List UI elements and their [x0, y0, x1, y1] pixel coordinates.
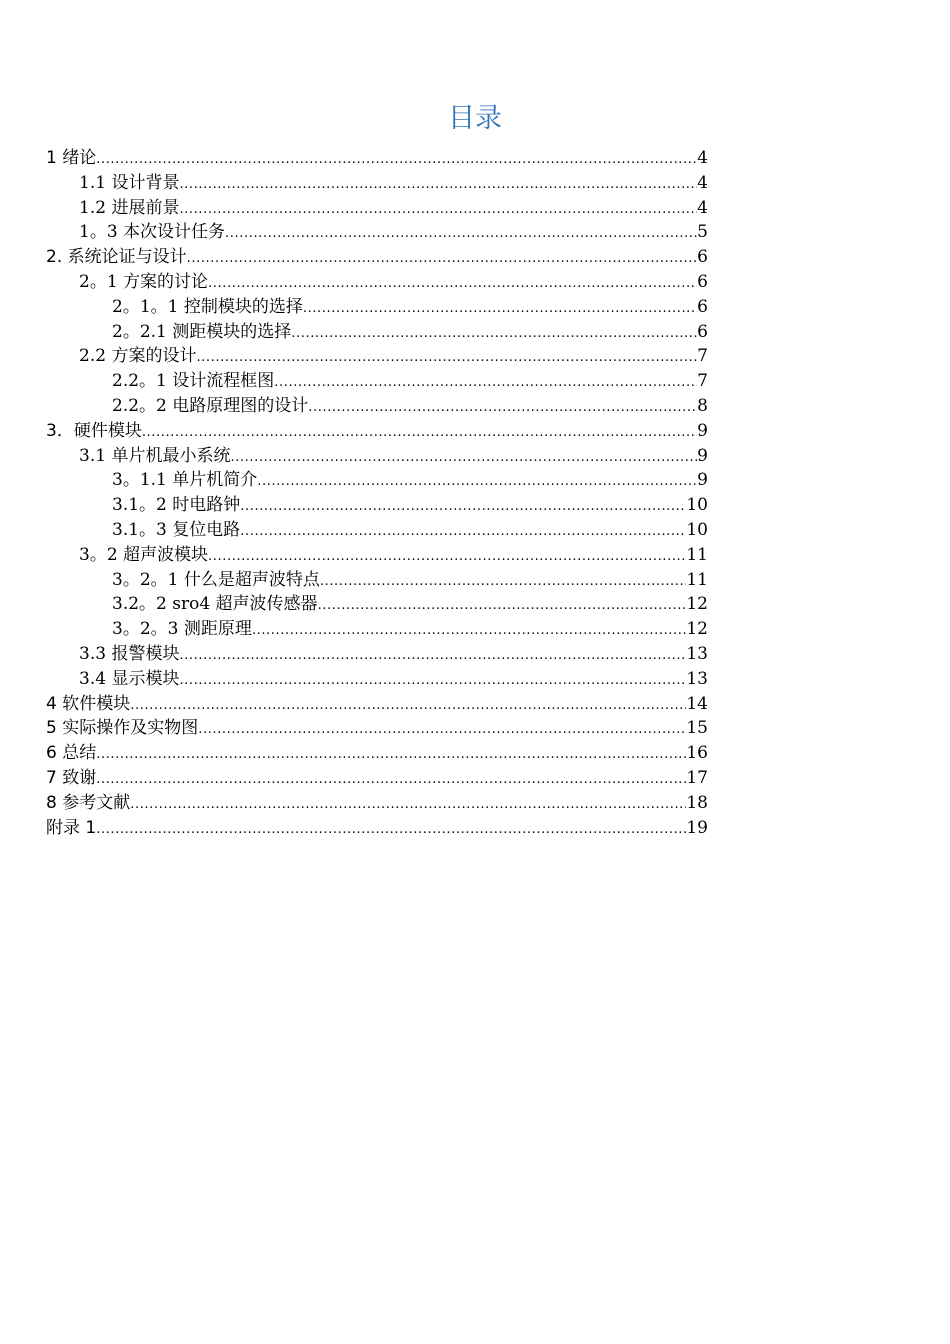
toc-entry-page-number: 11 [686, 544, 708, 565]
toc-entry-label: 6 总结 [46, 743, 97, 764]
toc-entry-page-number: 7 [697, 346, 708, 367]
toc-dot-leader [179, 644, 686, 669]
toc-entry[interactable] [46, 493, 708, 518]
toc-entry[interactable] [46, 667, 708, 692]
toc-entry-label: 附录 1 [46, 817, 97, 838]
toc-dot-leader [142, 421, 697, 446]
toc-entry[interactable] [46, 444, 708, 469]
toc-entry[interactable] [46, 592, 708, 617]
toc-entry-label: 7 致谢 [46, 767, 97, 788]
toc-entry[interactable] [46, 692, 708, 717]
toc-entry-page-number: 4 [697, 172, 708, 193]
toc-entry-page-number: 10 [686, 495, 708, 516]
toc-dot-leader [96, 743, 686, 768]
toc-dot-leader [198, 718, 686, 743]
toc-dot-leader [179, 198, 697, 223]
toc-dot-leader [320, 570, 687, 595]
toc-entry[interactable] [46, 369, 708, 394]
toc-entry-page-number: 12 [686, 619, 708, 640]
toc-dot-leader [196, 346, 697, 371]
toc-entry-label: 3。2 超声波模块 [79, 544, 209, 565]
toc-entry-label: 3.1。2 时电路钟 [112, 495, 241, 516]
toc-entry-label: 3．硬件模块 [46, 420, 142, 441]
toc-entry[interactable] [46, 816, 708, 841]
toc-entry-label: 2.2。2 电路原理图的设计 [112, 395, 309, 416]
toc-entry-label: 3.2。2 sro4 超声波传感器 [112, 594, 318, 615]
toc-entry-label: 1。3 本次设计任务 [79, 222, 226, 243]
toc-entry-page-number: 13 [686, 643, 708, 664]
toc-entry-label: 1.2 进展前景 [79, 197, 180, 218]
toc-entry-label: 8 参考文献 [46, 792, 131, 813]
toc-entry[interactable] [46, 741, 708, 766]
toc-entry[interactable] [46, 245, 708, 270]
toc-dot-leader [303, 297, 697, 322]
toc-dot-leader [240, 495, 686, 520]
toc-entry[interactable] [46, 419, 708, 444]
toc-entry-page-number: 6 [697, 247, 708, 268]
toc-entry-page-number: 15 [686, 718, 708, 739]
toc-dot-leader [318, 594, 687, 619]
toc-dot-leader [308, 396, 697, 421]
toc-entry-page-number: 18 [686, 792, 708, 813]
toc-entry-page-number: 14 [686, 693, 708, 714]
toc-entry[interactable] [46, 295, 708, 320]
toc-entry-page-number: 11 [686, 569, 708, 590]
toc-entry-page-number: 6 [697, 271, 708, 292]
toc-dot-leader [252, 619, 687, 644]
toc-entry-page-number: 9 [697, 420, 708, 441]
toc-entry-page-number: 10 [686, 519, 708, 540]
toc-entry-label: 3.1 单片机最小系统 [79, 445, 231, 466]
toc-dot-leader [96, 768, 686, 793]
toc-entry-label: 4 软件模块 [46, 693, 131, 714]
toc-entry-page-number: 6 [697, 321, 708, 342]
toc-entry-page-number: 13 [686, 668, 708, 689]
toc-entry-label: 3.3 报警模块 [79, 643, 180, 664]
toc-entry-page-number: 4 [697, 197, 708, 218]
toc-entry-label: 2.2。1 设计流程框图 [112, 371, 275, 392]
toc-entry-page-number: 6 [697, 296, 708, 317]
toc-dot-leader [130, 694, 686, 719]
toc-entry[interactable] [46, 394, 708, 419]
toc-dot-leader [208, 272, 697, 297]
toc-dot-leader [130, 793, 686, 818]
toc-entry-label: 3。1.1 单片机简介 [112, 470, 258, 491]
toc-entry-label: 3.1。3 复位电路 [112, 519, 241, 540]
toc-dot-leader [96, 818, 686, 843]
toc-dot-leader [96, 148, 697, 173]
table-of-contents [46, 146, 708, 840]
toc-entry[interactable] [46, 518, 708, 543]
toc-entry-page-number: 8 [697, 395, 708, 416]
toc-dot-leader [257, 470, 697, 495]
toc-entry-label: 2。2.1 测距模块的选择 [112, 321, 292, 342]
toc-dot-leader [240, 520, 686, 545]
toc-entry[interactable] [46, 344, 708, 369]
toc-entry[interactable] [46, 320, 708, 345]
toc-entry[interactable] [46, 791, 708, 816]
toc-entry-page-number: 19 [686, 817, 708, 838]
toc-entry-label: 1.1 设计背景 [79, 172, 180, 193]
toc-entry[interactable] [46, 146, 708, 171]
toc-dot-leader [230, 446, 697, 471]
toc-entry-label: 2。1 方案的讨论 [79, 271, 209, 292]
toc-dot-leader [225, 222, 697, 247]
toc-entry[interactable] [46, 270, 708, 295]
toc-dot-leader [291, 322, 697, 347]
toc-entry-page-number: 9 [697, 470, 708, 491]
toc-entry[interactable] [46, 171, 708, 196]
toc-dot-leader [208, 545, 686, 570]
toc-entry-page-number: 12 [686, 594, 708, 615]
toc-entry-label: 5 实际操作及实物图 [46, 718, 199, 739]
toc-entry[interactable] [46, 196, 708, 221]
toc-entry[interactable] [46, 617, 708, 642]
toc-entry-label: 2. 系统论证与设计 [46, 247, 187, 268]
toc-dot-leader [274, 371, 697, 396]
toc-entry-label: 2.2 方案的设计 [79, 346, 197, 367]
toc-entry-page-number: 16 [686, 743, 708, 764]
toc-entry[interactable] [46, 568, 708, 593]
toc-entry-label: 3。2。3 测距原理 [112, 619, 252, 640]
toc-entry-label: 3。2。1 什么是超声波特点 [112, 569, 320, 590]
toc-entry[interactable] [46, 642, 708, 667]
toc-entry[interactable] [46, 468, 708, 493]
toc-entry-page-number: 4 [697, 148, 708, 168]
toc-entry-page-number: 9 [697, 445, 708, 466]
toc-dot-leader [179, 669, 686, 694]
toc-entry-page-number: 7 [697, 371, 708, 392]
toc-entry-page-number: 17 [686, 767, 708, 788]
toc-entry[interactable] [46, 766, 708, 791]
toc-entry-label: 2。1。1 控制模块的选择 [112, 296, 303, 317]
toc-entry-page-number: 5 [697, 222, 708, 243]
toc-entry[interactable] [46, 716, 708, 741]
toc-entry-label: 3.4 显示模块 [79, 668, 180, 689]
page-title: 目录 [448, 103, 502, 134]
toc-dot-leader [187, 247, 698, 272]
toc-dot-leader [179, 173, 697, 198]
toc-entry[interactable] [46, 543, 708, 568]
toc-entry-label: 1 绪论 [46, 148, 97, 168]
toc-entry[interactable] [46, 220, 708, 245]
